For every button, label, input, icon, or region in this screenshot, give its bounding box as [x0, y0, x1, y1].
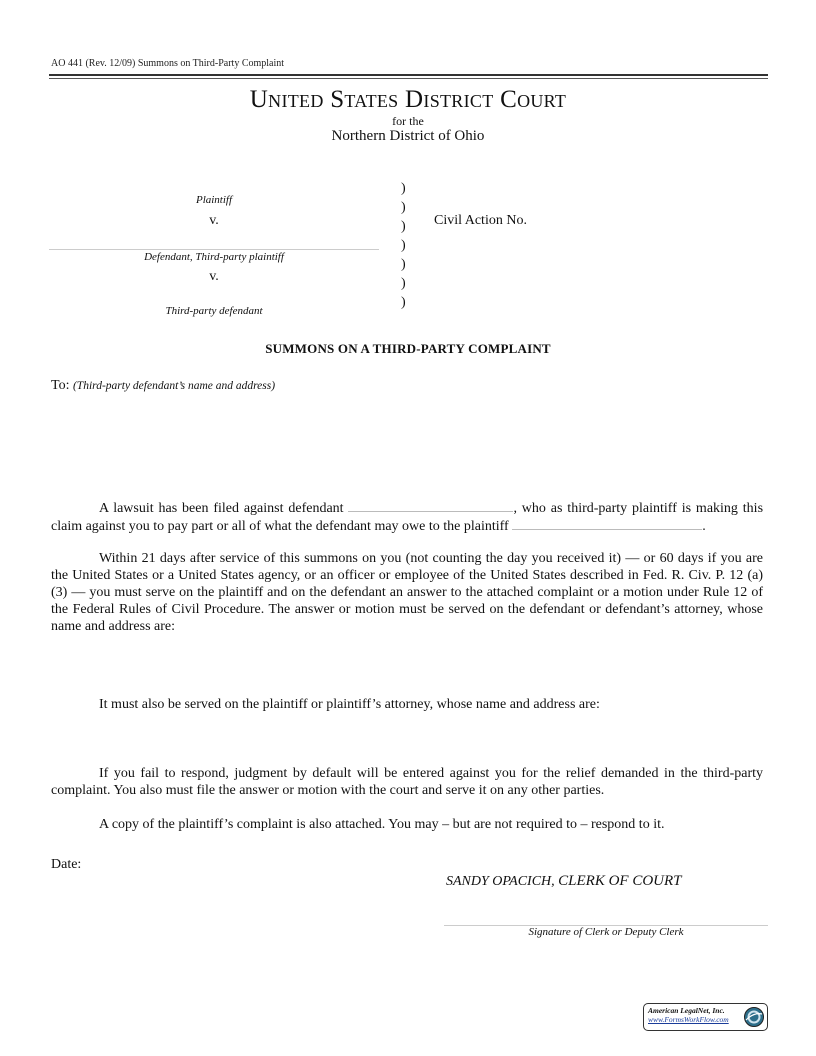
paragraph-copy: A copy of the plaintiff’s complaint is also attached. You may – but are not required to – respond to it. — [99, 817, 665, 832]
paragraph-plaintiff-service: It must also be served on the plaintiff or plaintiff’s attorney, whose name and address are: — [99, 697, 600, 712]
defendant-label: Defendant, Third-party plaintiff — [144, 251, 284, 263]
plaintiff-name-blank — [512, 517, 702, 530]
plaintiff-label: Plaintiff — [195, 194, 233, 206]
summons-title: SUMMONS ON A THIRD-PARTY COMPLAINT — [265, 341, 551, 356]
paragraph-lawsuit: A lawsuit has been filed against defendant , who as third-party plaintiff is making this claim against you to pay part or all of what the defendant may owe to the plaintiff . — [51, 501, 764, 534]
logo-url[interactable]: www.FormsWorkFlow.com — [648, 1014, 729, 1024]
caption-paren: ) — [401, 219, 406, 234]
caption-paren: ) — [401, 276, 406, 291]
clerk-of-court: SANDY OPACICH, CLERK OF COURT — [446, 873, 682, 889]
defendant-name-blank — [348, 499, 513, 512]
civil-action-number: Civil Action No. — [434, 213, 527, 228]
to-line — [51, 378, 275, 394]
logo-company: American LegalNet, Inc. — [648, 1006, 725, 1015]
caption-paren: ) — [401, 200, 406, 215]
header-rule-thick — [49, 74, 768, 76]
third-party-defendant-label: Third-party defendant — [165, 305, 263, 317]
signature-label: Signature of Clerk or Deputy Clerk — [528, 926, 684, 938]
district-name: Northern District of Ohio — [331, 128, 485, 144]
to-hint: (Third-party defendant’s name and address) — [72, 380, 276, 392]
versus-2: v. — [209, 269, 219, 284]
american-legalnet-logo[interactable] — [643, 1003, 768, 1031]
defendant-line — [49, 249, 379, 250]
date-label: Date: — [51, 857, 82, 872]
to-label: To: — [51, 378, 70, 393]
versus-1: v. — [209, 213, 219, 228]
header-rule-thin — [49, 78, 768, 79]
globe-icon — [743, 1006, 765, 1028]
caption-paren: ) — [401, 295, 406, 310]
for-the: for the — [392, 114, 424, 128]
paragraph-default: If you fail to respond, judgment by default will be entered against you for the relief demanded in the third-party complaint. You also must file the answer or motion with the court and serve it on any other parties. — [51, 766, 763, 798]
caption-paren: ) — [401, 181, 406, 196]
court-title: UNITED STATES DISTRICT COURT — [249, 86, 567, 113]
paragraph-deadline: Within 21 days after service of this summons on you (not counting the day you received it) — or 60 days if you are the United States or a United States agency, or an officer or employee of the United States described in Fed. R. Civ. P. 12 (a)(3) — you must serve on the plaintiff and on the defendant an answer to the attached complaint or a motion under Rule 12 of the Federal Rules of Civil Procedure. The answer or motion must be served on the defendant or defendant’s attorney, whose name and address are: — [51, 551, 763, 634]
form-id: AO 441 (Rev. 12/09) Summons on Third-Party Complaint — [51, 58, 285, 69]
caption-paren: ) — [401, 257, 406, 272]
caption-paren: ) — [401, 238, 406, 253]
